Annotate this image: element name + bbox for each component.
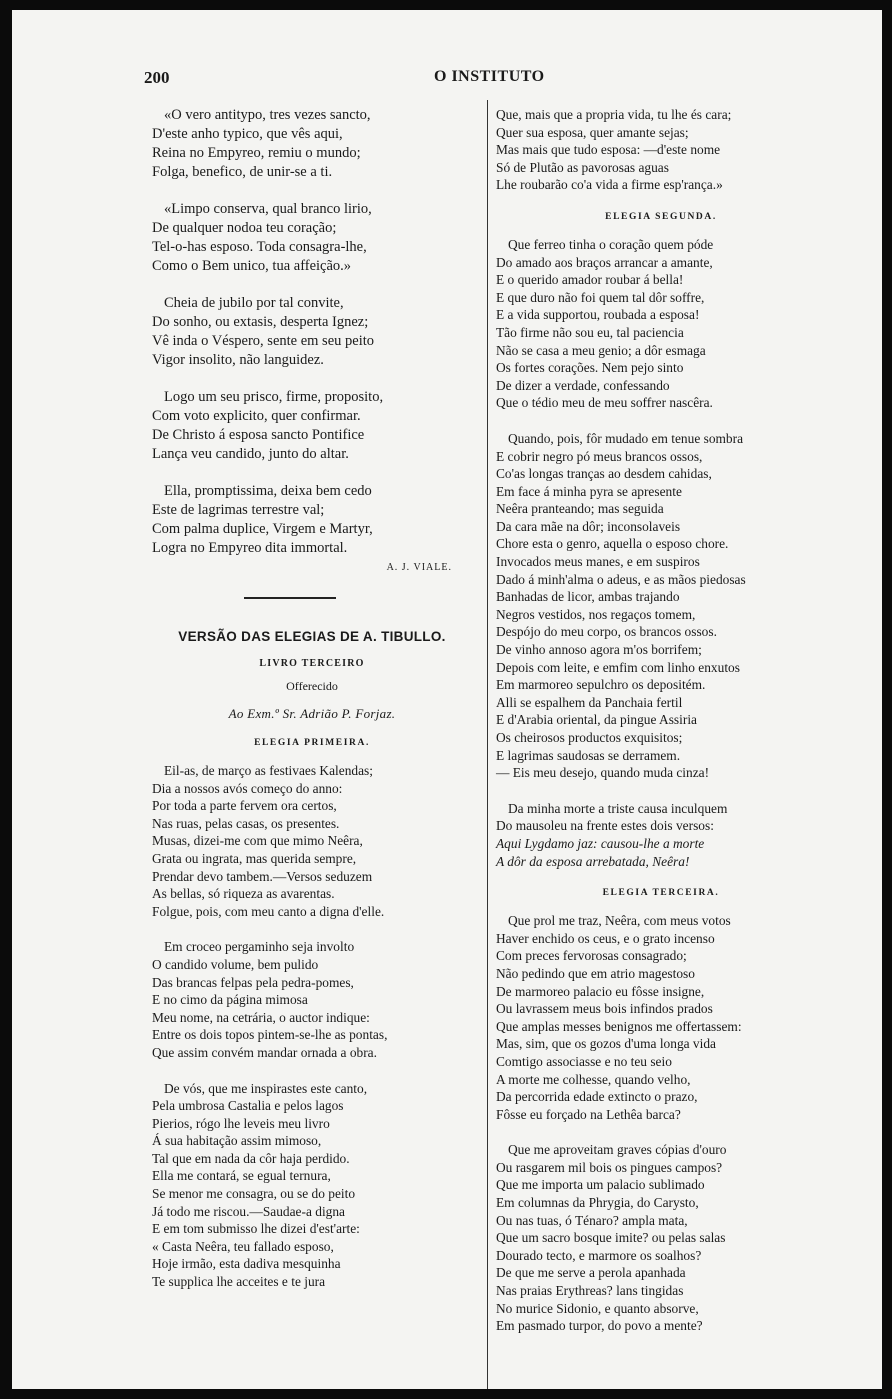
verse-line: Folgue, pois, com meu canto a digna d'elle. [152,903,385,919]
verse-line: Nas ruas, pelas casas, os presentes. [152,815,340,831]
verse-line: Do amado aos braços arrancar a amante, [496,254,713,270]
stanza [152,482,472,558]
verse-line: Que me aproveitam graves cópias d'ouro [508,1142,727,1158]
verse-line: De vós, que me inspirastes este canto, [164,1080,368,1096]
verse-line: D'este anho typico, que vês aqui, [152,126,343,142]
verse-line: Vigor insolito, não languidez. [152,352,324,368]
verse-line: Banhadas de licor, ambas trajando [496,589,680,605]
verse-line: Negros vestidos, nos regaços tomem, [496,606,696,622]
verse-line: Grata ou ingrata, mas querida sempre, [152,850,357,866]
verse-line: Este de lagrimas terrestre val; [152,502,325,518]
verse-line: De qualquer nodoa teu coração; [152,220,337,236]
verse-line: Logo um seu prisco, firme, proposito, [164,389,384,405]
elegy-stanza [496,236,826,412]
verse-line: Ella me contará, se egual ternura, [152,1168,331,1184]
verse-line: E o querido amador roubar á bella! [496,272,684,288]
page [12,10,882,1389]
verse-line: Co'as longas tranças ao desdem cahidas, [496,466,712,482]
verse-line: Só de Plutão as pavorosas aguas [496,159,669,175]
verse-line: Ou nas tuas, ó Ténaro? ampla mata, [496,1212,688,1228]
verse-line: De Christo á esposa sancto Pontifice [152,427,365,443]
elegy-heading: ELEGIA PRIMEIRA. [254,738,370,748]
verse-line: Que assim convém mandar ornada a obra. [152,1044,377,1060]
verse-line: De dizer a verdade, confessando [496,377,670,393]
verse-line: Em face á minha pyra se apresente [496,483,682,499]
verse-line: Já todo me riscou.—Saudae-a digna [152,1203,345,1219]
verse-line: De vinho annoso agora m'os borrifem; [496,642,702,658]
page-number: 200 [144,68,170,87]
verse-line: Tel-o-has esposo. Toda consagra-lhe, [152,239,367,255]
verse-line: Ella, promptissima, deixa bem cedo [164,483,372,499]
verse-line: E no cimo da página mimosa [152,992,308,1008]
verse-line: E lagrimas saudosas se derramem. [496,747,681,763]
verse-line: Que amplas messes benignos me offertassem: [496,1018,742,1034]
verse-line: Da minha morte a triste causa inculquem [508,800,728,816]
elegy-stanza [496,1141,826,1335]
elegy-heading: ELEGIA TERCEIRA. [602,888,720,899]
verse-line: Dado á minh'alma o adeus, e as mãos piedosas [496,571,746,587]
dedication: Ao Exm.º Sr. Adrião P. Forjaz. [228,706,396,721]
verse-line: Hoje irmão, esta dadiva mesquinha [152,1256,341,1272]
verse-line: Que me importa um palacio sublimado [496,1177,705,1193]
verse-line: Logra no Empyreo dita immortal. [152,540,348,556]
verse-line: Da percorrida edade extincto o prazo, [496,1089,698,1105]
elegy-stanza [496,912,826,1123]
page-header [12,68,882,94]
verse-line: Tal que em nada da côr haja perdido. [152,1150,350,1166]
column-divider [487,100,488,1389]
running-title: O INSTITUTO [434,68,545,85]
verse-line: Por toda a parte fervem ora certos, [152,798,337,814]
verse-line: Em croceo pergaminho seja involto [164,939,355,955]
verse-line: Neêra pranteando; mas seguida [496,501,664,517]
verse-line: Comtigo associasse e no teu seio [496,1053,672,1069]
verse-line: E em tom submisso lhe dizei d'est'arte: [152,1221,360,1237]
verse-line: No murice Sidonio, e quanto absorve, [496,1300,699,1316]
section-title: VERSÃO DAS ELEGIAS DE A. TIBULLO. [178,629,446,644]
verse-line: Quer sua esposa, quer amante sejas; [496,124,689,140]
verse-line: A morte me colhesse, quando velho, [496,1071,691,1087]
verse-line: Folga, benefico, de unir-se a ti. [152,164,333,180]
verse-line: Com voto explicito, quer confirmar. [152,408,361,424]
verse-line: Despójo do meu corpo, os brancos ossos. [496,624,717,640]
verse-line: Pela umbrosa Castalia e pelos lagos [152,1098,344,1114]
verse-line: Com preces fervorosas consagrado; [496,948,687,964]
verse-line: Aqui Lygdamo jaz: causou-lhe a morte [496,835,705,851]
verse-line: Cheia de jubilo por tal convite, [164,295,344,311]
offered-line: Offerecido [286,679,338,693]
elegy-stanza [496,106,826,194]
verse-line: Tão firme não sou eu, tal paciencia [496,324,684,340]
verse-line: Lança veu candido, junto do altar. [152,446,349,462]
verse-line: Como o Bem unico, tua affeição.» [152,258,352,274]
verse-line: Do mausoleu na frente estes dois versos: [496,818,714,834]
verse-line: Que o tédio meu de meu soffrer nascêra. [496,395,713,411]
verse-line: Não se casa a meu genio; a dôr esmaga [496,342,706,358]
verse-line: Vê inda o Véspero, sente em seu peito [152,333,375,349]
verse-line: Entre os dois topos pintem-se-lhe as pontas, [152,1027,388,1043]
verse-line: Eil-as, de março as festivaes Kalendas; [164,763,373,778]
book-heading: LIVRO TERCEIRO [259,658,365,669]
verse-line: De que me serve a perola apanhada [496,1265,686,1281]
verse-line: Os cheirosos productos exquisitos; [496,730,683,745]
verse-line: Dourado tecto, e marmore os soalhos? [496,1247,702,1263]
verse-line: Prendar devo tambem.—Versos seduzem [152,868,373,884]
verse-line: As bellas, só riqueza as avarentas. [152,886,335,902]
verse-line: Ou rasgarem mil bois os pingues campos? [496,1159,723,1175]
verse-line: Que ferreo tinha o coração quem póde [508,236,714,252]
stanza [152,106,472,182]
verse-line: Que um sacro bosque imite? ou pelas salas [496,1230,726,1246]
verse-line: De marmoreo palacio eu fôsse insigne, [496,983,705,999]
elegy-heading: ELEGIA SEGUNDA. [605,211,717,222]
verse-line: Com palma duplice, Virgem e Martyr, [152,521,373,537]
verse-line: Mas, sim, que os gozos d'uma longa vida [496,1036,716,1052]
verse-line: Depois com leite, e emfim com linho enxutos [496,659,740,675]
verse-line: Dia a nossos avós começo do anno: [152,780,343,796]
verse-line: Lhe roubarão co'a vida a firme esp'rança.» [496,177,723,193]
verse-line: Não pedindo que em atrio magestoso [496,965,695,981]
verse-line: O candido volume, bem pulido [152,956,319,972]
verse-line: Em columnas da Phrygia, do Carysto, [496,1195,699,1211]
verse-line: Em marmoreo sepulchro os depositém. [496,677,706,693]
verse-line: Meu nome, na cetrária, o auctor indique: [152,1009,370,1025]
verse-line: Do sonho, ou extasis, desperta Ignez; [152,314,369,330]
stanza [152,294,472,370]
verse-line: Musas, dizei-me com que mimo Neêra, [152,833,363,849]
verse-line: Mas mais que tudo esposa: —d'este nome [496,142,721,158]
verse-line: Chore esta o genro, aquella o esposo chore. [496,536,729,552]
verse-line: Que, mais que a propria vida, tu lhe és cara; [496,107,732,122]
verse-line: E d'Arabia oriental, da pingue Assiria [496,712,697,728]
verse-line: A dôr da esposa arrebatada, Neêra! [496,853,690,869]
epitaph [496,835,826,870]
left-column [152,106,472,1309]
elegy-stanza [152,762,472,920]
author-signature: A. J. VIALE. [386,562,452,573]
verse-line: Os fortes corações. Nem pejo sinto [496,360,684,376]
verse-line: Ou lavrassem meus bois infindos prados [496,1001,713,1017]
elegy-stanza [152,1080,472,1291]
verse-line: Alli se espalhem da Panchaia fertil [496,694,683,710]
verse-line: «Limpo conserva, qual branco lirio, [164,201,372,217]
verse-line: Invocados meus manes, e em suspiros [496,554,700,570]
verse-line: Das brancas felpas pela pedra-pomes, [152,974,354,990]
right-column [496,106,826,1353]
elegy-stanza [152,938,472,1061]
verse-line: E que duro não foi quem tal dôr soffre, [496,289,705,305]
poem [152,106,472,573]
verse-line: Á sua habitação assim mimoso, [152,1133,322,1149]
verse-line: Haver enchido os ceus, e o grato incenso [496,930,715,946]
elegy-lines [496,800,826,835]
verse-line: E a vida supportou, roubada a esposa! [496,307,700,323]
elegy-stanza [496,430,826,782]
verse-line: Quando, pois, fôr mudado em tenue sombra [508,430,744,446]
stanza [152,388,472,464]
verse-line: Se menor me consagra, ou se do peito [152,1186,356,1202]
verse-line: Te supplica lhe acceites e te jura [152,1274,326,1290]
verse-line: «O vero antitypo, tres vezes sancto, [164,107,371,123]
verse-line: Nas praias Erythreas? lans tingidas [496,1283,684,1299]
stanza [152,200,472,276]
verse-line: — Eis meu desejo, quando muda cinza! [496,765,710,781]
verse-line: « Casta Neêra, teu fallado esposo, [152,1238,334,1254]
verse-line: Da cara mãe na dôr; inconsolaveis [496,518,681,534]
verse-line: E cobrir negro pó meus brancos ossos, [496,448,703,464]
verse-line: Que prol me traz, Neêra, com meus votos [508,913,731,929]
verse-line: Em pasmado turpor, do povo a mente? [496,1318,703,1334]
section-rule [244,597,336,599]
verse-line: Fôsse eu forçado na Lethêa barca? [496,1106,681,1122]
verse-line: Reina no Empyreo, remiu o mundo; [152,145,361,161]
verse-line: Pierios, rógo lhe leveis meu livro [152,1115,330,1131]
elegy-stanza [496,800,826,870]
